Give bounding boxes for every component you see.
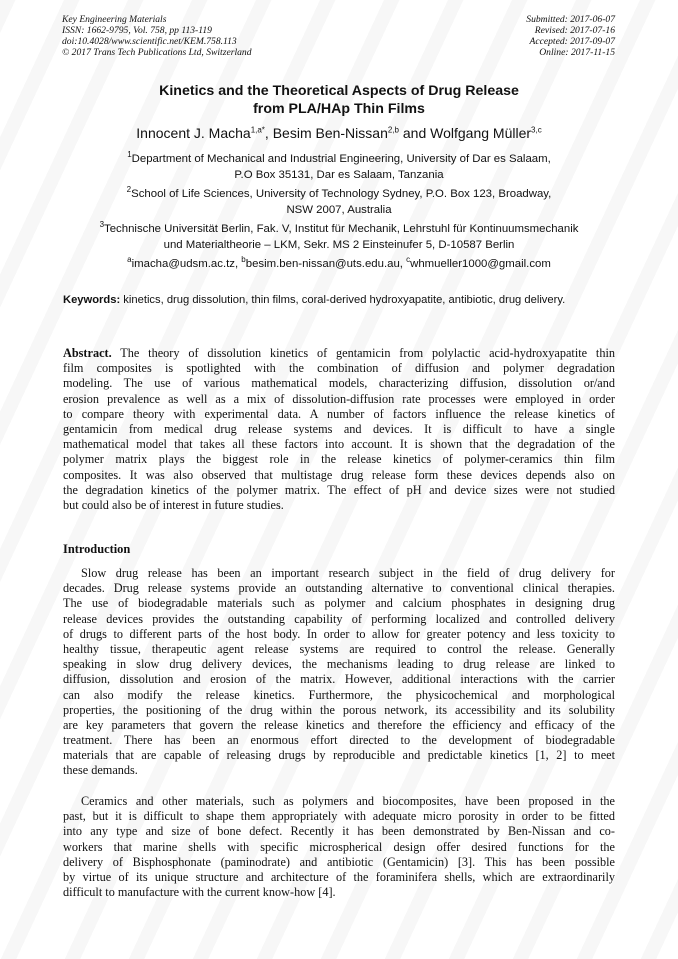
author-separator: ,: [264, 125, 273, 141]
author-name: Wolfgang Müller: [430, 125, 532, 141]
author-superscript: 3,c: [531, 125, 542, 135]
keywords-text: kinetics, drug dissolution, thin films, coral-derived hydroxyapatite, antibiotic, drug delivery.: [120, 294, 566, 306]
paragraph-line: properties, the positioning of the drug within the porous network, its accessibility and its solubility: [63, 702, 615, 717]
author-name: Besim Ben-Nissan: [272, 125, 388, 141]
issn-line: ISSN: 1662-9795, Vol. 758, pp 113-119: [62, 25, 212, 36]
abstract-line: gentamicin from medical drug release systems and devices. It is difficult to have a single: [63, 421, 615, 436]
paragraph-line: difficult to manufacture with the current know-how [4].: [63, 885, 336, 900]
revised-date: Revised: 2017-07-16: [534, 25, 615, 36]
affiliation-line: P.O Box 35131, Dar es Salaam, Tanzania: [234, 169, 444, 181]
paper-title: [40, 82, 638, 118]
paragraph-line: past, but it is difficult to shape them appropriately with adequate micro porosity in order to be fitted: [63, 809, 615, 824]
doi-line: doi:10.4028/www.scientific.net/KEM.758.113: [62, 36, 237, 47]
paragraph-line: The use of biodegradable materials such as polymer and calcium phosphates in designing drug: [63, 596, 615, 611]
email-address: besim.ben-nissan@uts.edu.au,: [245, 258, 407, 270]
author-superscript: 2,b: [387, 125, 399, 135]
affiliation-line: und Materialtheorie – LKM, Sekr. MS 2 Einsteinufer 5, D-10587 Berlin: [163, 239, 515, 251]
abstract-label: Abstract.: [63, 346, 112, 360]
author-list: [30, 124, 648, 142]
copyright-line: © 2017 Trans Tech Publications Ltd, Switzerland: [62, 47, 252, 58]
abstract-line: modeling. The use of various mathematical models, characterizing diffusion, dissolution or/and: [63, 376, 615, 391]
abstract-line: to compare theory with experimental data. A number of factors influence the release kinetics of: [63, 406, 615, 421]
email-superscript: b: [241, 255, 246, 265]
keywords: [63, 293, 615, 309]
affiliation-line: NSW 2007, Australia: [286, 204, 392, 216]
paragraph-line: Ceramics and other materials, such as polymers and biocomposites, have been proposed in the: [81, 794, 615, 808]
affiliation-line: School of Life Sciences, University of Technology Sydney, P.O. Box 123, Broadway,: [131, 188, 552, 200]
abstract-line: mathematical model that takes all these factors into account. It is shown that the degradation of the: [63, 437, 615, 452]
abstract: [63, 346, 615, 513]
affiliation-line: Technische Universität Berlin, Fak. V, Institut für Mechanik, Lehrstuhl für Kontinuumsmechanik: [104, 223, 579, 235]
journal-name: Key Engineering Materials: [62, 14, 167, 25]
email-superscript: c: [406, 255, 411, 265]
abstract-line: polymer matrix plays the biggest role in the release kinetics of polymer-ceramics thin film: [63, 452, 615, 467]
paragraph-line: healthy tissue, therapeutic agent release systems are required to control the release. Generally: [63, 641, 615, 656]
email-address: imacha@udsm.ac.tz,: [131, 258, 242, 270]
paragraph-line: materials that are capable of releasing drugs by reproducible and predictable kinetics [1, 2] to meet: [63, 748, 615, 763]
affiliation-line: Department of Mechanical and Industrial Engineering, University of Dar es Salaam,: [131, 153, 551, 165]
abstract-line: the degradation kinetics of the polymer matrix. The effect of pH and device sizes were not studied: [63, 482, 615, 497]
affiliation-3: [40, 221, 638, 253]
paragraph-line: into any type and size of bone defect. Recently it has been demonstrated by Ben-Nissan and co-: [63, 824, 615, 839]
introduction-paragraph-2: [63, 794, 615, 900]
paragraph-line: decades. Drug release systems provide an outstanding alternative to conventional clinical therapies.: [63, 581, 615, 596]
affiliation-number: 1: [127, 150, 132, 160]
submitted-date: Submitted: 2017-06-07: [526, 14, 615, 25]
abstract-line: composites. It was also observed that multistage drug release form these devices depends also on: [63, 467, 615, 482]
email-list: [40, 255, 638, 270]
author-separator: and: [398, 125, 431, 141]
accepted-date: Accepted: 2017-09-07: [529, 36, 615, 47]
paragraph-line: can also modify the release kinetics. Furthermore, the physicochemical and morphological: [63, 687, 615, 702]
title-line: Kinetics and the Theoretical Aspects of Drug Release: [159, 83, 519, 99]
paragraph-line: are key parameters that govern the release kinetics and therefore the efficiency and efficacy of the: [63, 717, 615, 732]
section-heading: Introduction: [63, 542, 131, 556]
paragraph-line: speaking in slow drug delivery devices, the mechanisms leading to drug release are linked to: [63, 657, 615, 672]
online-date: Online: 2017-11-15: [539, 47, 615, 58]
author-name: Innocent J. Macha: [136, 125, 251, 141]
keywords-label: Keywords:: [63, 294, 121, 306]
abstract-line: but could also be of interest in future studies.: [63, 497, 284, 512]
paragraph-line: by virtue of its unique structure and architecture of the foraminifera shells, which are extraordinarily: [63, 869, 615, 884]
title-line: from PLA/HAp Thin Films: [253, 101, 425, 117]
paragraph-line: these demands.: [63, 763, 138, 778]
paragraph-line: Slow drug release has been an important research subject in the field of drug delivery for: [81, 566, 615, 580]
paragraph-line: workers that marine shells with specific microspherical design offer desired functions for the: [63, 839, 615, 854]
email-superscript: a: [127, 255, 132, 265]
affiliation-number: 2: [126, 185, 132, 195]
abstract-line: Abstract. The theory of dissolution kinetics of gentamicin from polylactic acid-hydroxyapatite thin: [63, 346, 615, 360]
paragraph-line: of drugs to different parts of the host body. In order to allow for greater potency and less toxicity to: [63, 626, 615, 641]
author-superscript: 1,a*: [250, 125, 265, 135]
abstract-line: erosion prevalence as well as a mix of dissolution-diffusion rate processes were employed in order: [63, 391, 615, 406]
publication-dates: [526, 14, 615, 58]
abstract-line: film composites is spotlighted with the combination of diffusion and polymer degradation: [63, 361, 615, 376]
email-address: whmueller1000@gmail.com: [410, 258, 551, 270]
paragraph-line: delivery of Bisphosphonate (paminodrate) and antibiotic (Gentamicin) [3]. This has been possible: [63, 854, 615, 869]
affiliation-2: [40, 186, 638, 218]
paragraph-line: diffusion, dissolution and erosion of the matrix. However, additional interactions with the carrier: [63, 672, 615, 687]
introduction-paragraph-1: [63, 566, 615, 779]
affiliation-number: 3: [99, 220, 105, 230]
paragraph-line: release devices provides the outstanding capability of performing localized and controlled delivery: [63, 611, 615, 626]
journal-info: [62, 14, 252, 58]
affiliation-1: [40, 151, 638, 183]
paragraph-line: treatment. There has been an enormous effort directed to the development of biodegradable: [63, 733, 615, 748]
